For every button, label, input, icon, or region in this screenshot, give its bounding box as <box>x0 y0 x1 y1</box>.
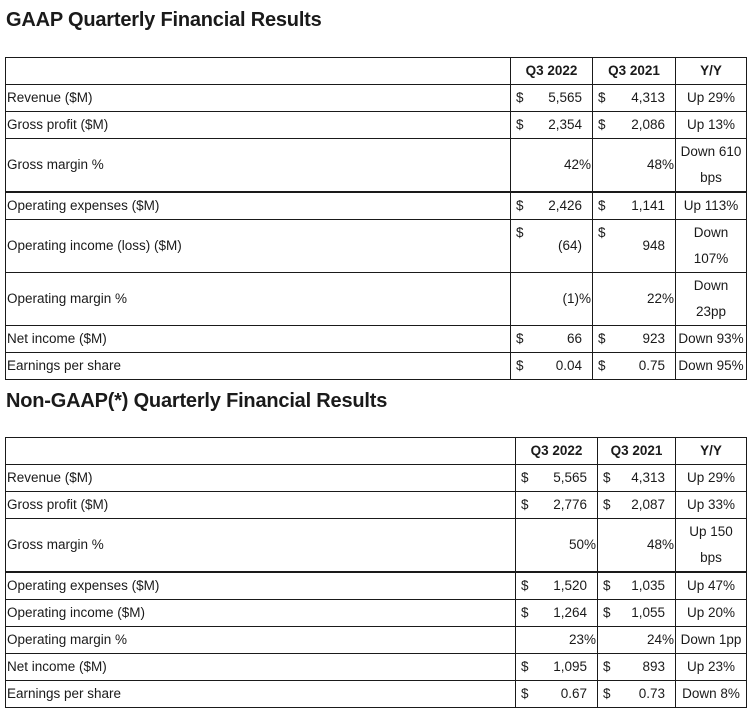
row-label: Net income ($M) <box>6 326 511 353</box>
yy-change: Up 23% <box>676 654 747 681</box>
q3-2022-value: $ 5,565 <box>511 85 593 112</box>
table-row <box>6 220 747 273</box>
table-row <box>6 326 747 353</box>
q3-2022-value: $ 5,565 <box>516 465 598 492</box>
row-label: Operating margin % <box>6 627 516 654</box>
table-row <box>6 681 747 708</box>
q3-2021-value: 24% <box>598 627 676 654</box>
q3-2021-value: $ 4,313 <box>598 465 676 492</box>
dollar-sign: $ <box>598 117 606 132</box>
q3-2022-value: $ 0.67 <box>516 681 598 708</box>
q3-2021-value: $ 0.73 <box>598 681 676 708</box>
yy-change: Up 150 bps <box>676 519 747 573</box>
gaap-section-title: GAAP Quarterly Financial Results <box>6 9 322 31</box>
q3-2022-value: $ 2,776 <box>516 492 598 519</box>
table-row <box>6 192 747 220</box>
dollar-sign: $ <box>603 497 611 512</box>
dollar-sign: $ <box>603 578 611 593</box>
row-label: Gross profit ($M) <box>6 112 511 139</box>
dollar-sign: $ <box>521 686 529 701</box>
q3-2021-value: 48% <box>598 519 676 573</box>
yy-change: Down 93% <box>676 326 747 353</box>
yy-change: Up 33% <box>676 492 747 519</box>
row-label: Earnings per share <box>6 681 516 708</box>
q3-2021-value: $ 4,313 <box>593 85 676 112</box>
dollar-sign: $ <box>516 225 524 240</box>
row-label: Revenue ($M) <box>6 85 511 112</box>
yy-change: Up 113% <box>676 192 747 220</box>
row-label: Operating income (loss) ($M) <box>6 220 511 273</box>
nongaap-section-title: Non-GAAP(*) Quarterly Financial Results <box>6 390 388 412</box>
table-row <box>6 654 747 681</box>
dollar-sign: $ <box>521 470 529 485</box>
q3-2021-value: 48% <box>593 139 676 193</box>
table-row <box>6 627 747 654</box>
yy-change: Up 47% <box>676 572 747 600</box>
row-label: Operating expenses ($M) <box>6 192 511 220</box>
column-header-q3-2021: Q3 2021 <box>593 58 676 85</box>
q3-2022-value: 50% <box>516 519 598 573</box>
row-label: Revenue ($M) <box>6 465 516 492</box>
table-row <box>6 519 747 573</box>
yy-change: Up 29% <box>676 465 747 492</box>
table-header-row <box>6 438 747 465</box>
q3-2022-value: $ 0.04 <box>511 353 593 380</box>
yy-change: Up 29% <box>676 85 747 112</box>
row-label: Net income ($M) <box>6 654 516 681</box>
table-header-row <box>6 58 747 85</box>
dollar-sign: $ <box>516 331 524 346</box>
table-row <box>6 85 747 112</box>
yy-change: Up 13% <box>676 112 747 139</box>
column-header-q3-2022: Q3 2022 <box>511 58 593 85</box>
column-header-yy: Y/Y <box>676 58 747 85</box>
q3-2022-value: $ 1,095 <box>516 654 598 681</box>
table-row <box>6 465 747 492</box>
q3-2021-value: $ 2,086 <box>593 112 676 139</box>
dollar-sign: $ <box>598 331 606 346</box>
dollar-sign: $ <box>516 198 524 213</box>
row-label: Operating expenses ($M) <box>6 572 516 600</box>
column-header-yy: Y/Y <box>676 438 747 465</box>
q3-2021-value: $ 1,035 <box>598 572 676 600</box>
q3-2022-value: (1)% <box>511 273 593 326</box>
yy-change: Down 23pp <box>676 273 747 326</box>
dollar-sign: $ <box>521 659 529 674</box>
column-header-q3-2022: Q3 2022 <box>516 438 598 465</box>
q3-2021-value: $ 1,141 <box>593 192 676 220</box>
dollar-sign: $ <box>603 605 611 620</box>
dollar-sign: $ <box>603 659 611 674</box>
table-row <box>6 492 747 519</box>
dollar-sign: $ <box>516 90 524 105</box>
row-label: Operating margin % <box>6 273 511 326</box>
yy-change: Up 20% <box>676 600 747 627</box>
table-row <box>6 273 747 326</box>
q3-2021-value: $ 1,055 <box>598 600 676 627</box>
row-label: Gross margin % <box>6 139 511 193</box>
table-row <box>6 112 747 139</box>
yy-change: Down 95% <box>676 353 747 380</box>
column-header-metric <box>6 438 516 465</box>
yy-change: Down 610 bps <box>676 139 747 193</box>
q3-2021-value: $ 893 <box>598 654 676 681</box>
column-header-metric <box>6 58 511 85</box>
q3-2021-value: $ 2,087 <box>598 492 676 519</box>
q3-2022-value: $ 1,520 <box>516 572 598 600</box>
q3-2022-value: $ 66 <box>511 326 593 353</box>
q3-2021-value: 22% <box>593 273 676 326</box>
row-label: Gross margin % <box>6 519 516 573</box>
q3-2021-value: $ 0.75 <box>593 353 676 380</box>
dollar-sign: $ <box>603 686 611 701</box>
q3-2022-value: $ 2,426 <box>511 192 593 220</box>
gaap-results-table <box>5 57 747 380</box>
row-label: Operating income ($M) <box>6 600 516 627</box>
q3-2022-value: 23% <box>516 627 598 654</box>
table-row <box>6 353 747 380</box>
q3-2022-value: $ (64) <box>511 220 593 273</box>
table-row <box>6 139 747 193</box>
q3-2022-value: $ 1,264 <box>516 600 598 627</box>
yy-change: Down 1pp <box>676 627 747 654</box>
dollar-sign: $ <box>598 90 606 105</box>
dollar-sign: $ <box>598 198 606 213</box>
q3-2021-value: $ 923 <box>593 326 676 353</box>
dollar-sign: $ <box>516 117 524 132</box>
row-label: Gross profit ($M) <box>6 492 516 519</box>
q3-2022-value: 42% <box>511 139 593 193</box>
dollar-sign: $ <box>521 497 529 512</box>
q3-2022-value: $ 2,354 <box>511 112 593 139</box>
nongaap-results-table <box>5 437 747 708</box>
q3-2021-value: $ 948 <box>593 220 676 273</box>
dollar-sign: $ <box>521 605 529 620</box>
dollar-sign: $ <box>603 470 611 485</box>
row-label: Earnings per share <box>6 353 511 380</box>
dollar-sign: $ <box>598 225 606 240</box>
table-row <box>6 600 747 627</box>
yy-change: Down 107% <box>676 220 747 273</box>
table-row <box>6 572 747 600</box>
dollar-sign: $ <box>516 358 524 373</box>
dollar-sign: $ <box>521 578 529 593</box>
column-header-q3-2021: Q3 2021 <box>598 438 676 465</box>
yy-change: Down 8% <box>676 681 747 708</box>
dollar-sign: $ <box>598 358 606 373</box>
